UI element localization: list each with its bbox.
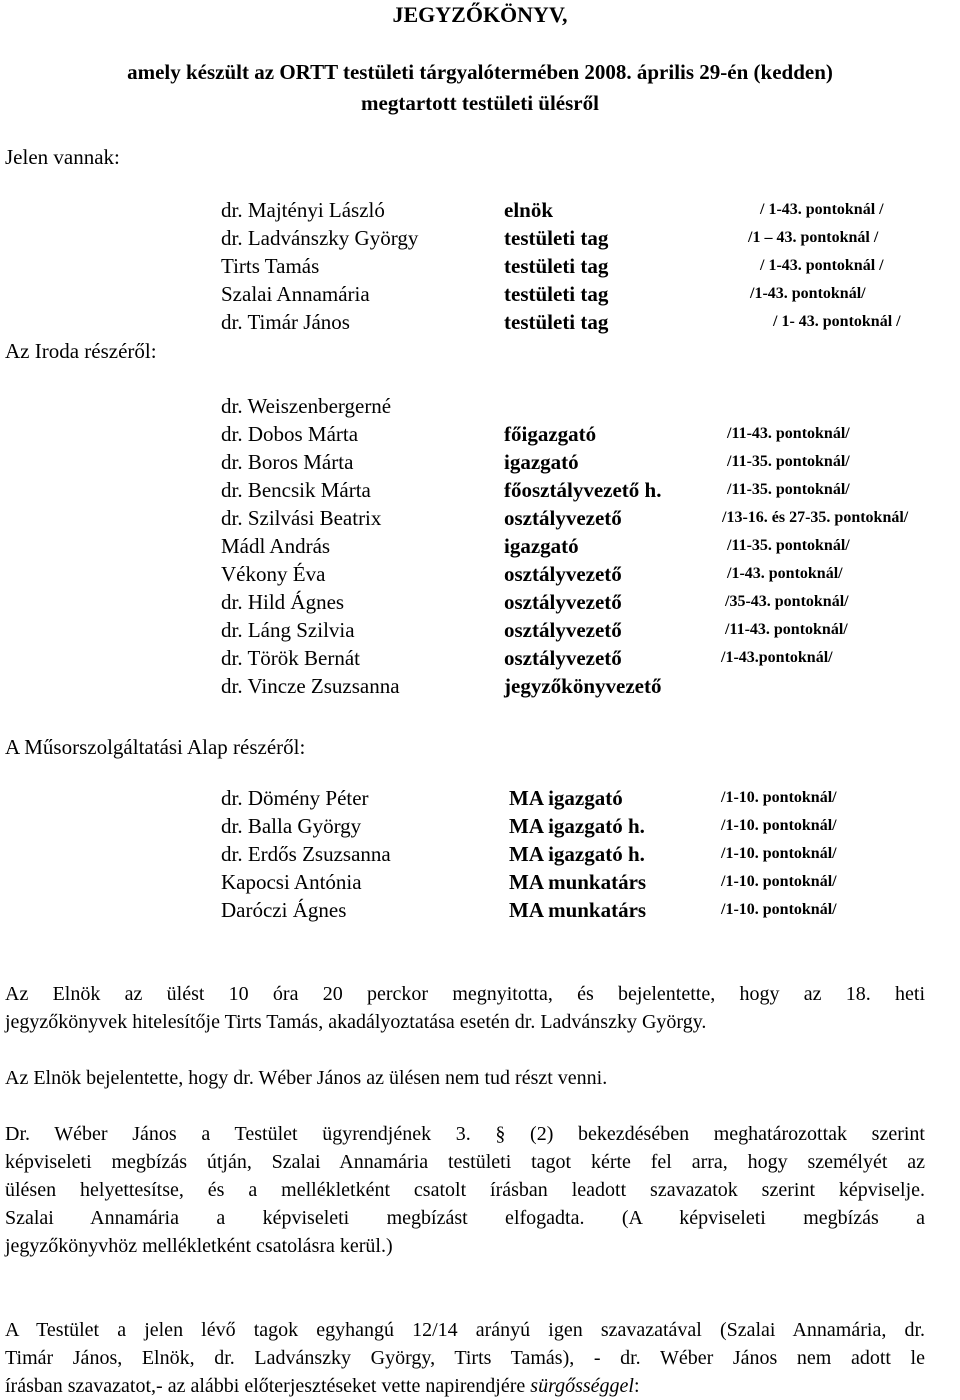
person-role: MA igazgató <box>509 786 623 810</box>
person-role: osztályvezető <box>504 506 622 530</box>
paragraph-line: Szalai Annamária a képviseleti megbízást elfogadta. (A képviseleti megbízás a <box>5 1207 925 1229</box>
agenda-points: /13-16. és 27-35. pontoknál/ <box>722 509 909 526</box>
agenda-points: /1-10. pontoknál/ <box>721 817 837 834</box>
paragraph-line: ülésen helyettesítse, és a mellékletként csatolt írásban leadott szavazatok szerint képviselje. <box>5 1179 925 1201</box>
paragraph-line: Timár János, Elnök, dr. Ladvánszky György, Tirts Tamás), - dr. Wéber János nem adott le <box>5 1347 925 1369</box>
agenda-points: /1-43. pontoknál/ <box>750 285 866 302</box>
agenda-points: / 1- 43. pontoknál / <box>773 313 901 330</box>
person-role: testületi tag <box>504 226 609 250</box>
paragraph-text: írásban szavazatot,- az alábbi előterjesztéseket vette napirendjére <box>5 1375 531 1397</box>
person-role: MA munkatárs <box>509 898 647 922</box>
person-role: osztályvezető <box>504 646 622 670</box>
person-name: dr. Timár János <box>221 310 350 334</box>
emphasized-text: sürgősséggel <box>530 1375 634 1397</box>
agenda-points: /1-10. pontoknál/ <box>721 873 837 890</box>
agenda-points: /11-35. pontoknál/ <box>727 537 850 554</box>
paragraph-line: Az Elnök az ülést 10 óra 20 perckor megnyitotta, és bejelentette, hogy az 18. heti <box>5 983 925 1005</box>
person-name: Mádl András <box>221 534 331 558</box>
agenda-points: /11-43. pontoknál/ <box>725 621 848 638</box>
document-subtitle-line-2: megtartott testületi ülésről <box>361 91 599 115</box>
person-name: dr. Vincze Zsuzsanna <box>221 674 400 698</box>
document-subtitle-line-1: amely készült az ORTT testületi tárgyalótermében 2008. április 29-én (kedden) <box>127 60 833 84</box>
paragraph-line: Az Elnök bejelentette, hogy dr. Wéber János az ülésen nem tud részt venni. <box>5 1067 608 1089</box>
agenda-points: /11-43. pontoknál/ <box>727 425 850 442</box>
person-name: dr. Dömény Péter <box>221 786 369 810</box>
roster-row <box>0 898 960 926</box>
person-name: dr. Bencsik Márta <box>221 478 371 502</box>
person-role: elnök <box>504 198 554 222</box>
person-role: testületi tag <box>504 254 609 278</box>
paragraph-line: Dr. Wéber János a Testület ügyrendjének 3. § (2) bekezdésében meghatározottak szerint <box>5 1123 925 1145</box>
person-name: Tirts Tamás <box>221 254 320 278</box>
person-name: Kapocsi Antónia <box>221 870 362 894</box>
person-name: dr. Szilvási Beatrix <box>221 506 382 530</box>
roster-row <box>0 282 960 310</box>
person-role: igazgató <box>504 450 579 474</box>
roster-row <box>0 506 960 534</box>
agenda-points: /35-43. pontoknál/ <box>725 593 849 610</box>
paragraph-line <box>5 1372 925 1400</box>
person-role: MA igazgató h. <box>509 814 645 838</box>
roster-row <box>0 198 960 226</box>
roster-row <box>0 478 960 506</box>
person-name: Daróczi Ágnes <box>221 898 347 922</box>
person-name: dr. Hild Ágnes <box>221 590 345 614</box>
paragraph-text: : <box>633 1375 640 1397</box>
roster-row <box>0 618 960 646</box>
roster-row <box>0 450 960 478</box>
paragraph-opening <box>5 980 925 1036</box>
paragraph-vote <box>5 1316 925 1400</box>
document-title: JEGYZŐKÖNYV, <box>392 2 568 27</box>
person-role: MA munkatárs <box>509 870 647 894</box>
roster-row <box>0 562 960 590</box>
person-name: dr. Ladvánszky György <box>221 226 419 250</box>
person-name: dr. Láng Szilvia <box>221 618 355 642</box>
person-role: igazgató <box>504 534 579 558</box>
person-name: dr. Balla György <box>221 814 362 838</box>
roster-row <box>0 870 960 898</box>
paragraph-line: jegyzőkönyvhöz mellékletként csatolásra kerül.) <box>5 1235 393 1257</box>
person-name: Vékony Éva <box>221 562 326 586</box>
roster-row <box>0 254 960 282</box>
agenda-points: /1-10. pontoknál/ <box>721 845 837 862</box>
person-name: dr. Weiszenbergerné <box>221 394 392 418</box>
person-role: jegyzőkönyvezető <box>504 674 662 698</box>
person-name: dr. Majtényi László <box>221 198 385 222</box>
person-role: főosztályvezető h. <box>504 478 662 502</box>
person-name: dr. Boros Márta <box>221 450 354 474</box>
roster-row <box>0 786 960 814</box>
agenda-points: /1-10. pontoknál/ <box>721 789 837 806</box>
roster-row <box>0 534 960 562</box>
roster-row <box>0 842 960 870</box>
person-name: dr. Erdős Zsuzsanna <box>221 842 391 866</box>
agenda-points: / 1-43. pontoknál / <box>760 201 884 218</box>
person-name: dr. Török Bernát <box>221 646 361 670</box>
roster-row <box>0 674 960 702</box>
agenda-points: /1 – 43. pontoknál / <box>748 229 879 246</box>
person-name: Szalai Annamária <box>221 282 370 306</box>
person-role: főigazgató <box>504 422 597 446</box>
roster-row <box>0 422 960 450</box>
agenda-points: /1-43.pontoknál/ <box>721 649 833 666</box>
agenda-points: /11-35. pontoknál/ <box>727 481 850 498</box>
paragraph-line: képviseleti megbízás útján, Szalai Annamária testületi tagot kérte fel arra, hogy személyét az <box>5 1151 925 1173</box>
person-role: testületi tag <box>504 310 609 334</box>
person-name: dr. Dobos Márta <box>221 422 359 446</box>
office-label: Az Iroda részéről: <box>5 339 157 363</box>
agenda-points: / 1-43. pontoknál / <box>760 257 884 274</box>
person-role: testületi tag <box>504 282 609 306</box>
present-label: Jelen vannak: <box>5 145 120 169</box>
agenda-points: /11-35. pontoknál/ <box>727 453 850 470</box>
roster-row <box>0 646 960 674</box>
roster-row <box>0 590 960 618</box>
person-role: osztályvezető <box>504 590 622 614</box>
roster-row <box>0 310 960 338</box>
paragraph-absence <box>5 1064 925 1092</box>
roster-row <box>0 226 960 254</box>
person-role: osztályvezető <box>504 562 622 586</box>
agenda-points: /1-10. pontoknál/ <box>721 901 837 918</box>
roster-row <box>0 814 960 842</box>
paragraph-line: A Testület a jelen lévő tagok egyhangú 12/14 arányú igen szavazatával (Szalai Annamária, dr. <box>5 1319 925 1341</box>
agenda-points: /1-43. pontoknál/ <box>727 565 843 582</box>
roster-row <box>0 394 960 422</box>
paragraph-line: jegyzőkönyvek hitelesítője Tirts Tamás, akadályoztatása esetén dr. Ladvánszky György. <box>5 1011 707 1033</box>
person-role: osztályvezető <box>504 618 622 642</box>
person-role: MA igazgató h. <box>509 842 645 866</box>
fund-label: A Műsorszolgáltatási Alap részéről: <box>5 735 306 759</box>
paragraph-proxy <box>5 1120 925 1260</box>
